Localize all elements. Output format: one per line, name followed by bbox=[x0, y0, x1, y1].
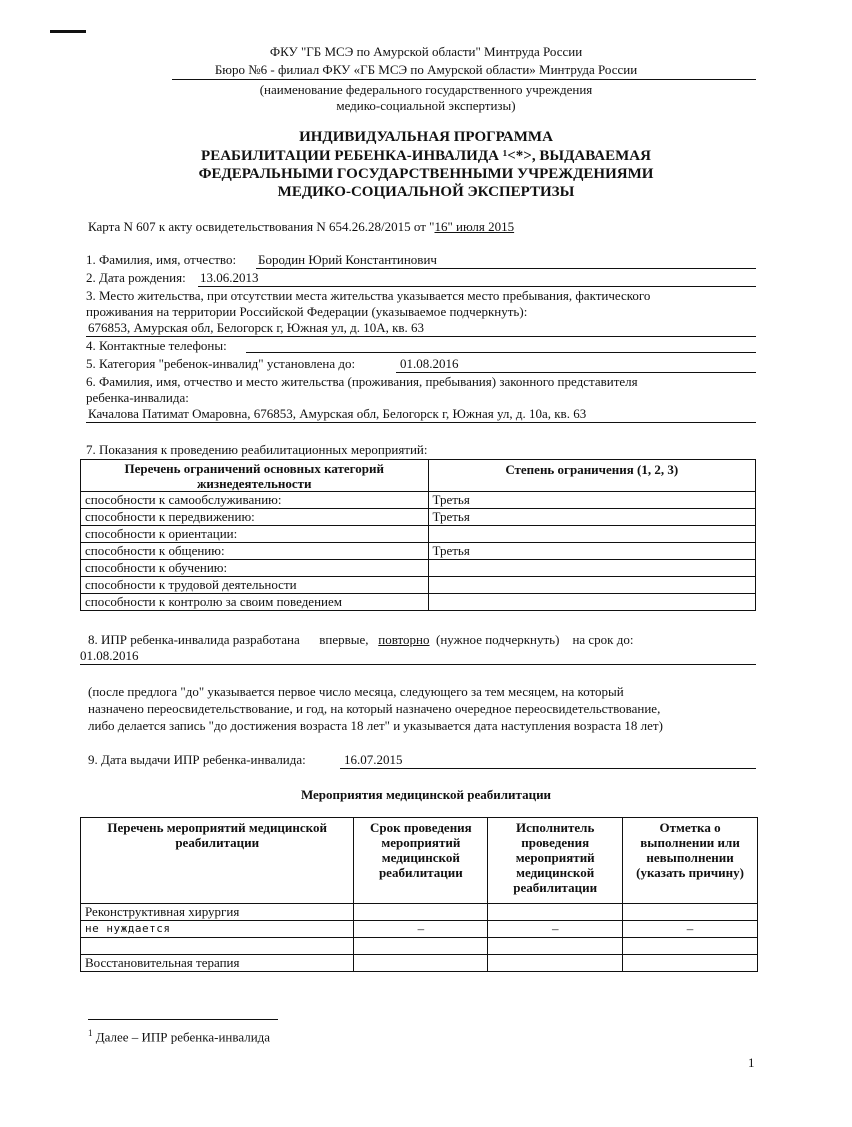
limitation-name: способности к общению: bbox=[81, 543, 429, 560]
limitation-row bbox=[81, 526, 756, 543]
medical-cell bbox=[488, 938, 623, 955]
footnote: $^1$ Далее – ИПР ребенка-инвалида bbox=[88, 1028, 271, 1045]
limitation-row bbox=[81, 509, 756, 526]
limitation-degree bbox=[428, 560, 755, 577]
field-3-rule bbox=[86, 336, 756, 337]
limitations-table bbox=[80, 459, 756, 611]
section-9-label: 9. Дата выдачи ИПР ребенка-инвалида: bbox=[88, 752, 306, 767]
header-caption-2: медико-социальной экспертизы) bbox=[336, 98, 516, 113]
medical-cell: – bbox=[354, 921, 488, 938]
limitation-degree bbox=[428, 526, 755, 543]
field-1-rule bbox=[256, 268, 756, 269]
degree-col-header: Степень ограничения (1, 2, 3) bbox=[428, 460, 755, 492]
limitation-degree bbox=[428, 594, 755, 611]
option-repeat: повторно bbox=[378, 632, 430, 647]
field-3-line-2: проживания на территории Российской Федерации (указываемое подчеркнуть): bbox=[86, 304, 528, 319]
scan-mark bbox=[50, 30, 86, 33]
medical-cell bbox=[354, 938, 488, 955]
field-2-value: 13.06.2013 bbox=[200, 270, 259, 285]
field-1-value: Бородин Юрий Константинович bbox=[258, 252, 437, 267]
limitations-col-header: Перечень ограничений основных категорий жизнедеятельности bbox=[81, 460, 429, 492]
bureau-name: Бюро №6 - филиал ФКУ «ГБ МСЭ по Амурской области» Минтруда России bbox=[214, 62, 638, 77]
field-4-rule bbox=[246, 352, 756, 353]
note-line-3: либо делается запись "до достижения возраста 18 лет" и указывается дата наступления возраста 18 лет) bbox=[88, 718, 663, 733]
limitation-degree: Третья bbox=[428, 509, 755, 526]
title-line-3: ФЕДЕРАЛЬНЫМИ ГОСУДАРСТВЕННЫМИ УЧРЕЖДЕНИЯМИ bbox=[198, 166, 654, 182]
section-7-label: 7. Показания к проведению реабилитационных мероприятий: bbox=[86, 442, 428, 457]
term-col-header: Срок проведения мероприятий медицинской реабилитации bbox=[354, 818, 488, 904]
medical-cell: – bbox=[623, 921, 758, 938]
medical-row bbox=[81, 938, 758, 955]
title-line-1: ИНДИВИДУАЛЬНАЯ ПРОГРАММА bbox=[299, 129, 553, 145]
medical-cell: не нуждается bbox=[81, 921, 354, 938]
medical-cell bbox=[488, 955, 623, 972]
section-8-line: 8. ИПР ребенка-инвалида разработана впервые, повторно (нужное подчеркнуть) на срок до: bbox=[88, 632, 634, 647]
medical-cell bbox=[354, 904, 488, 921]
limitation-name: способности к трудовой деятельности bbox=[81, 577, 429, 594]
medical-cell bbox=[623, 904, 758, 921]
medical-cell bbox=[623, 955, 758, 972]
medical-cell bbox=[81, 938, 354, 955]
mark-col-header: Отметка о выполнении или невыполнении (указать причину) bbox=[623, 818, 758, 904]
limitation-name: способности к контролю за своим поведением bbox=[81, 594, 429, 611]
medical-cell: – bbox=[488, 921, 623, 938]
executor-col-header: Исполнитель проведения мероприятий медицинской реабилитации bbox=[488, 818, 623, 904]
medical-table bbox=[80, 817, 758, 972]
medical-cell: Восстановительная терапия bbox=[81, 955, 354, 972]
medical-cell bbox=[488, 904, 623, 921]
field-3-value: 676853, Амурская обл, Белогорск г, Южная ул, д. 10А, кв. 63 bbox=[88, 320, 425, 335]
field-5-rule bbox=[396, 372, 756, 373]
option-first: впервые, bbox=[319, 632, 369, 647]
medical-cell bbox=[354, 955, 488, 972]
footnote-rule bbox=[88, 1019, 278, 1020]
measures-col-header: Перечень мероприятий медицинской реабилитации bbox=[81, 818, 354, 904]
medical-row bbox=[81, 921, 758, 938]
limitation-degree: Третья bbox=[428, 543, 755, 560]
org-name: ФКУ "ГБ МСЭ по Амурской области" Минтруда России bbox=[269, 44, 583, 59]
field-6-rule bbox=[86, 422, 756, 423]
header-rule bbox=[172, 79, 756, 80]
limitation-name: способности к самообслуживанию: bbox=[81, 492, 429, 509]
medical-row bbox=[81, 904, 758, 921]
field-2-label: 2. Дата рождения: bbox=[86, 270, 186, 285]
field-5-value: 01.08.2016 bbox=[400, 356, 459, 371]
medical-cell bbox=[623, 938, 758, 955]
limitation-degree bbox=[428, 577, 755, 594]
term-rule bbox=[80, 664, 756, 665]
limitation-degree: Третья bbox=[428, 492, 755, 509]
title-line-2: РЕАБИЛИТАЦИИ РЕБЕНКА-ИНВАЛИДА ¹<*>, ВЫДАВАЕМАЯ bbox=[201, 148, 651, 164]
medical-row bbox=[81, 955, 758, 972]
medical-heading: Мероприятия медицинской реабилитации bbox=[300, 787, 552, 802]
note-line-1: (после предлога "до" указывается первое число месяца, следующего за тем месяцем, на который bbox=[88, 684, 624, 699]
note-line-2: назначено переосвидетельствование, и год, на который назначено очередное переосвидетельствование, bbox=[88, 701, 661, 716]
issue-date: 16.07.2015 bbox=[344, 752, 403, 767]
header-caption-1: (наименование федерального государственного учреждения bbox=[259, 82, 593, 97]
field-6-line-1: 6. Фамилия, имя, отчество и место жительства (проживания, пребывания) законного представителя bbox=[86, 374, 638, 389]
term-value: 01.08.2016 bbox=[80, 648, 139, 663]
limitation-row bbox=[81, 543, 756, 560]
field-1-label: 1. Фамилия, имя, отчество: bbox=[86, 252, 237, 267]
limitation-row bbox=[81, 577, 756, 594]
limitation-row bbox=[81, 492, 756, 509]
card-line: Карта N 607 к акту освидетельствования N 654.26.28/2015 от "16" июля 2015 bbox=[88, 219, 515, 234]
medical-cell: Реконструктивная хирургия bbox=[81, 904, 354, 921]
field-3-line-1: 3. Место жительства, при отсутствии места жительства указывается место пребывания, фактического bbox=[86, 288, 651, 303]
limitation-row bbox=[81, 594, 756, 611]
limitation-name: способности к ориентации: bbox=[81, 526, 429, 543]
field-5-label: 5. Категория "ребенок-инвалид" установлена до: bbox=[86, 356, 356, 371]
limitation-name: способности к передвижению: bbox=[81, 509, 429, 526]
limitation-name: способности к обучению: bbox=[81, 560, 429, 577]
field-4-label: 4. Контактные телефоны: bbox=[86, 338, 227, 353]
page-number: 1 bbox=[748, 1055, 755, 1070]
issue-date-rule bbox=[340, 768, 756, 769]
field-6-line-2: ребенка-инвалида: bbox=[86, 390, 189, 405]
limitation-row bbox=[81, 560, 756, 577]
title-line-4: МЕДИКО-СОЦИАЛЬНОЙ ЭКСПЕРТИЗЫ bbox=[277, 184, 575, 200]
field-2-rule bbox=[198, 286, 756, 287]
field-6-value: Качалова Патимат Омаровна, 676853, Амурская обл, Белогорск г, Южная ул, д. 10а, кв. 63 bbox=[88, 406, 587, 421]
